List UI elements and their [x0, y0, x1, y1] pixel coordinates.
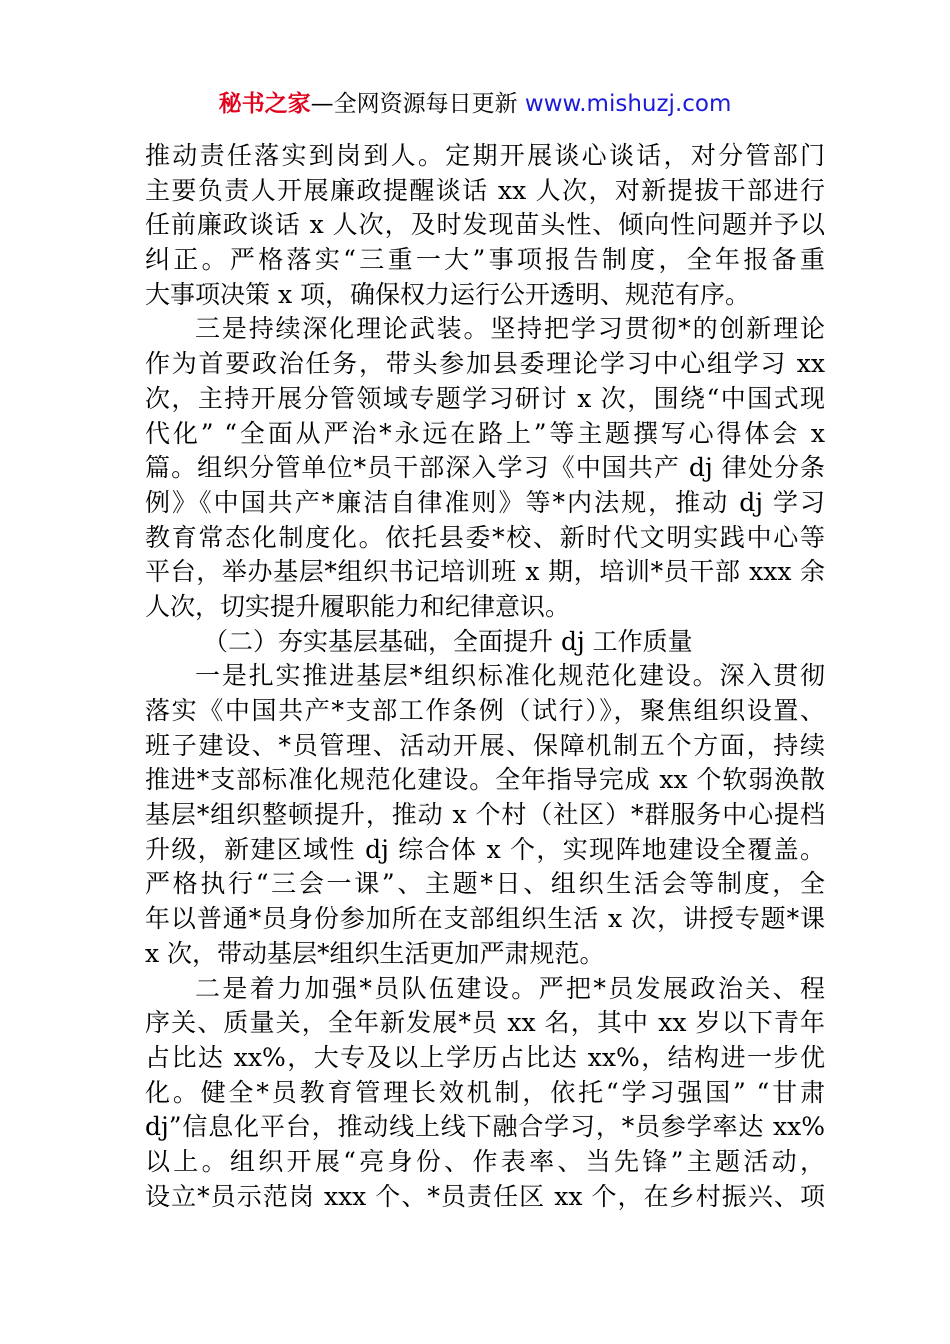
text-line: 推进*支部标准化规范化建设。全年指导完成 xx 个软弱涣散 [145, 765, 825, 795]
text-line: 篇。组织分管单位*员干部深入学习《中国共产 dj 律处分条 [145, 453, 825, 483]
text-line: 落实《中国共产*支部工作条例（试行）》，聚焦组织设置、 [145, 696, 825, 725]
section-heading: （二）夯实基层基础，全面提升 dj 工作质量 [203, 626, 693, 656]
site-url-link[interactable]: www.mishuzj.com [524, 91, 732, 117]
text-line: 教育常态化制度化。依托县委*校、新时代文明实践中心等 [145, 522, 825, 552]
text-line: 推动责任落实到岗到人。定期开展谈心谈话，对分管部门 [145, 141, 825, 170]
text-line: 基层*组织整顿提升，推动 x 个村（社区）*群服务中心提档 [145, 800, 825, 830]
paragraph-start-line: 三是持续深化理论武装。坚持把学习贯彻*的创新理论 [195, 314, 825, 344]
text-line: 任前廉政谈话 x 人次，及时发现苗头性、倾向性问题并予以 [145, 210, 825, 240]
text-line: 代化” “全面从严治*永远在路上”等主题撰写心得体会 x [145, 418, 825, 448]
text-line: 班子建设、*员管理、活动开展、保障机制五个方面，持续 [145, 730, 825, 760]
text-line: 占比达 xx%，大专及以上学历占比达 xx%，结构进一步优 [145, 1042, 825, 1072]
text-line: 严格执行“三会一课”、主题*日、组织生活会等制度，全 [145, 869, 825, 899]
paragraph-start-line: 二是着力加强*员队伍建设。严把*员发展政治关、程 [195, 973, 825, 1003]
text-line: 年以普通*员身份参加所在支部组织生活 x 次，讲授专题*课 [145, 904, 825, 934]
site-brand: 秘书之家 [218, 91, 311, 117]
site-header [0, 88, 950, 120]
text-line: 纠正。严格落实“三重一大”事项报告制度，全年报备重 [145, 245, 825, 275]
text-line: 主要负责人开展廉政提醒谈话 xx 人次，对新提拔干部进行 [145, 175, 825, 205]
site-tagline: —全网资源每日更新 [310, 91, 525, 117]
text-line: 升级，新建区域性 dj 综合体 x 个，实现阵地建设全覆盖。 [145, 834, 825, 864]
text-line: 序关、质量关，全年新发展*员 xx 名，其中 xx 岁以下青年 [145, 1008, 825, 1038]
text-line: 大事项决策 x 项，确保权力运行公开透明、规范有序。 [145, 279, 750, 309]
text-line: 人次，切实提升履职能力和纪律意识。 [145, 591, 571, 621]
text-line: 次，主持开展分管领域专题学习研讨 x 次，围绕“中国式现 [145, 383, 825, 413]
text-line: 设立*员示范岗 xxx 个、*员责任区 xx 个，在乡村振兴、项 [145, 1181, 825, 1211]
text-line: dj”信息化平台，推动线上线下融合学习，*员参学率达 xx% [145, 1112, 825, 1142]
text-line: 以上。组织开展“亮身份、作表率、当先锋”主题活动， [145, 1146, 825, 1176]
text-line: x 次，带动基层*组织生活更加严肃规范。 [145, 938, 605, 968]
text-line: 化。健全*员教育管理长效机制，依托“学习强国” “甘肃 [145, 1077, 825, 1107]
text-line: 作为首要政治任务，带头参加县委理论学习中心组学习 xx [145, 349, 825, 379]
document-body [145, 139, 825, 1214]
text-line: 平台，举办基层*组织书记培训班 x 期，培训*员干部 xxx 余 [145, 557, 825, 587]
paragraph-start-line: 一是扎实推进基层*组织标准化规范化建设。深入贯彻 [195, 661, 825, 691]
text-line: 例》《中国共产*廉洁自律准则》等*内法规，推动 dj 学习 [145, 487, 825, 517]
